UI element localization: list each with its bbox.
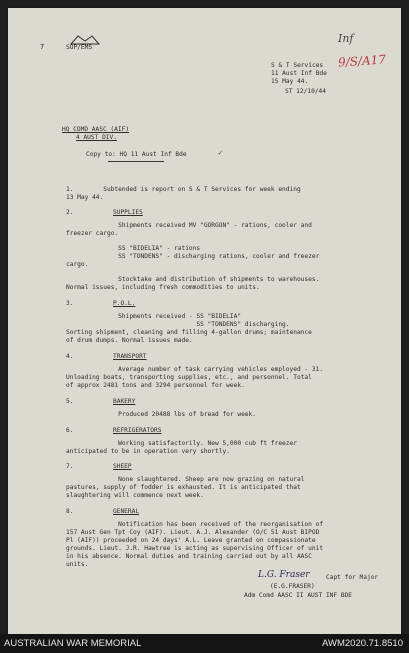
section-heading: BAKERY [113,398,136,405]
section-line: SS "TONDENS" - discharging rations, cooler and freezer [66,253,320,260]
section-line: Normal issues, including fresh commodities to units. [66,284,260,291]
handwritten-note: Inf [338,32,354,45]
section-line: of approx 2481 tons and 3294 personnel for week. [66,382,245,389]
signer-title: Adm Comd AASC II AUST INF BDE [244,592,353,599]
page-mark: 7 [40,43,45,51]
section-line: cargo. [66,261,89,268]
section-heading: GENERAL [113,508,140,515]
archive-footer [0,634,409,653]
section-line: Sorting shipment, cleaning and filling 4-gallon drums; maintenance [66,329,312,336]
section-number: 7. [66,463,74,470]
signature: L.G. Fraser [258,570,310,580]
handwritten-red-note: 9/S/A17 [337,52,387,70]
section-heading: SUPPLIES [113,209,143,216]
header-line: ST 12/10/44 [285,88,326,95]
copy-to-line: Copy to: HQ 11 Aust Inf Bde [86,151,187,158]
section-line: Notification has been received of the reorganisation of [66,521,324,528]
section-number: 5. [66,398,74,405]
section-line: Shipments received MV "GORGON" - rations, cooler and [66,222,312,229]
section-heading: SHEEP [113,463,132,470]
reference-number: SOP/EMS [66,44,93,51]
section-number: 4. [66,353,74,360]
addressee-line: 4 AUST DIV. [76,134,117,141]
section-line: of drum dumps. Normal issues made. [66,337,193,344]
header-line: 11 Aust Inf Bde [271,70,327,77]
copy-underline [108,161,164,162]
section-line: Stocktake and distribution of shipments to warehouses. [66,276,320,283]
header-line: S & T Services [271,62,324,69]
para-1-line: 1. Subtended is report on S & T Services for week ending [66,186,301,193]
section-line: anticipated to be in operation very shortly. [66,448,230,455]
signer-name: (E.G.FRASER) [270,583,315,590]
document-page [8,8,401,634]
addressee-line: HQ COMD AASC (AIF) [62,126,130,133]
section-heading: REFRIGERATORS [113,427,162,434]
section-line: SS "TONDENS" discharging. [66,321,290,328]
section-number: 3. [66,300,74,307]
section-number: 2. [66,209,74,216]
section-line: pastures, supply of fodder is exhausted. It is anticipated that [66,484,301,491]
section-number: 6. [66,427,74,434]
section-line: None slaughtered. Sheep are now grazing on natural [66,476,305,483]
archive-name: AUSTRALIAN WAR MEMORIAL [4,638,142,649]
section-heading: P.O.L. [113,300,136,307]
section-line: Produced 20488 lbs of bread for week. [66,411,256,418]
section-line: Average number of task carrying vehicles employed - 31. [66,366,324,373]
para-1-line: 13 May 44. [66,194,104,201]
section-number: 8. [66,508,74,515]
header-line: 15 May 44. [271,78,309,85]
section-line: Unloading boats, transporting supplies, etc., and personnel. Total [66,374,312,381]
section-line: slaughtering will commence next week. [66,492,204,499]
section-line: SS "BIDELIA" - rations [66,245,201,252]
section-line: grounds. Lieut. J.R. Hawtree is acting as supervising Officer of unit [66,545,324,552]
copy-tick-mark: ✓ [218,148,223,157]
section-line: 157 Aust Gen Tpt Coy (AIF). Lieut. A.J. Alexander (O/C 51 Aust BIPOD [66,529,320,536]
archive-id: AWM2020.71.8510 [322,638,403,649]
section-line: in his absence. Normal duties and training carried out by all AASC [66,553,312,560]
signer-role: Capt for Major [326,574,379,581]
section-line: freezer cargo. [66,230,119,237]
section-line: Pl (AIF)) proceeded on 24 days' A.L. Leave granted on compassionate [66,537,316,544]
section-line: Shipments received - SS "BIDELIA" [66,313,242,320]
section-line: units. [66,561,89,568]
section-line: Working satisfactorily. New 5,000 cub ft freezer [66,440,297,447]
section-heading: TRANSPORT [113,353,147,360]
